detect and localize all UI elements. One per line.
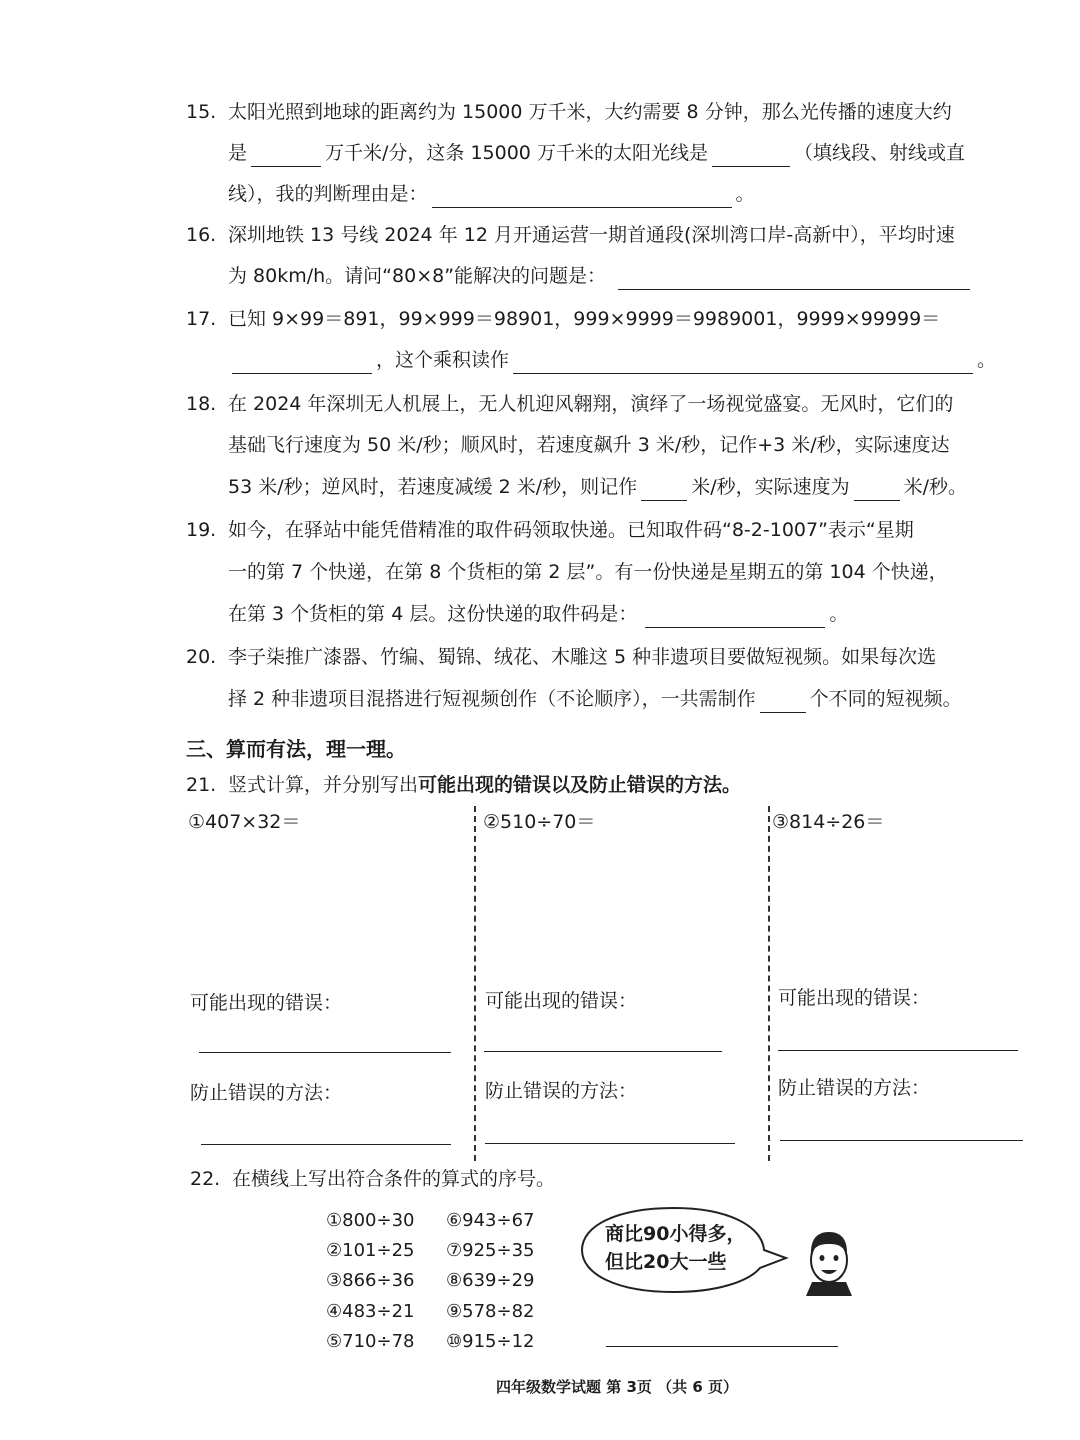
- q22-expr-10: ⑩915÷12: [446, 1331, 535, 1352]
- q21-err-label-2: 可能出现的错误：: [485, 990, 638, 1012]
- q15-text-2a: 是: [228, 142, 248, 164]
- q18-blank-actual-speed[interactable]: [854, 478, 900, 501]
- q15-text-1: 太阳光照到地球的距离约为 15000 万千米，大约需要 8 分钟，那么光传播的速度大约: [228, 101, 952, 123]
- q17-blank-reading[interactable]: [513, 351, 973, 374]
- q16-line1: [186, 221, 955, 249]
- q19-text-2: 一的第 7 个快递，在第 8 个货柜的第 2 层”。有一份快递是星期五的第 104 个快递，: [228, 561, 948, 583]
- q16-blank-answer[interactable]: [618, 267, 970, 290]
- q16-line2: [228, 262, 974, 290]
- q16-text-1: 深圳地铁 13 号线 2024 年 12 月开通运营一期首通段(深圳湾口岸-高新中），平均时速: [228, 224, 955, 246]
- q21-text-a: 竖式计算，并分别写出: [228, 774, 419, 796]
- q22-expr-9: ⑨578÷82: [446, 1301, 535, 1322]
- q19-text-3a: 在第 3 个货柜的第 4 层。这份快递的取件码是：: [228, 603, 638, 625]
- q19-text-1: 如今，在驿站中能凭借精准的取件码领取快递。已知取件码“8-2-1007”表示“星期: [228, 519, 914, 541]
- q19-blank-code[interactable]: [645, 605, 825, 628]
- q22-expr-7: ⑦925÷35: [446, 1240, 535, 1261]
- q17-blank-product[interactable]: [232, 351, 372, 374]
- q21-expr-2: ②510÷70＝: [483, 811, 596, 833]
- q22-text: 在横线上写出符合条件的算式的序号。: [232, 1168, 556, 1190]
- q18-text-3a: 53 米/秒；逆风时，若速度减缓 2 米/秒，则记作: [228, 476, 638, 498]
- q21-err-answer-line-3[interactable]: [778, 1050, 1018, 1051]
- q22-line: [190, 1165, 555, 1193]
- q21-fix-label-3: 防止错误的方法：: [778, 1077, 931, 1099]
- q22-number: 22.: [190, 1168, 221, 1190]
- q19-text-3b: 。: [829, 603, 849, 625]
- q18-blank-record[interactable]: [641, 478, 687, 501]
- q21-err-answer-line-2[interactable]: [484, 1051, 722, 1052]
- q18-text-3c: 米/秒。: [903, 476, 968, 498]
- q15-text-2c: （填线段、射线或直: [793, 142, 965, 164]
- q17-text-1: 已知 9×99＝891，99×999＝98901，999×9999＝9989001，9999×99999＝: [228, 308, 941, 330]
- q22-expr-3: ③866÷36: [326, 1270, 415, 1291]
- speech-bubble-text: [605, 1220, 745, 1276]
- q20-line2: [228, 685, 962, 713]
- q22-expr-2: ②101÷25: [326, 1240, 415, 1261]
- bubble-line-1: 商比90小得多，: [605, 1223, 746, 1245]
- q17-line2: [232, 346, 996, 374]
- q21-fix-answer-line-3[interactable]: [780, 1140, 1023, 1141]
- q20-blank-count[interactable]: [760, 690, 806, 713]
- q15-line2: [228, 139, 965, 167]
- q21-err-label-3: 可能出现的错误：: [778, 987, 931, 1009]
- q22-answer-line[interactable]: [606, 1346, 838, 1347]
- q19-line1: [186, 516, 914, 544]
- q15-text-3b: 。: [735, 183, 755, 205]
- q20-line1: [186, 643, 936, 671]
- column-divider-1: [474, 806, 476, 1161]
- q17-text-2a: ，这个乘积读作: [376, 349, 510, 371]
- q21-fix-answer-line-2[interactable]: [485, 1143, 735, 1144]
- q21-text-b: 可能出现的错误以及防止错误的方法。: [418, 774, 742, 796]
- q16-number: 16.: [186, 224, 217, 246]
- q19-number: 19.: [186, 519, 217, 541]
- bubble-line-2: 但比20大一些: [605, 1251, 727, 1273]
- q15-text-3a: 线），我的判断理由是：: [228, 183, 428, 205]
- q20-text-2b: 个不同的短视频。: [809, 688, 962, 710]
- q18-text-2: 基础飞行速度为 50 米/秒；顺风时，若速度飙升 3 米/秒，记作+3 米/秒，实际速度达: [228, 434, 950, 456]
- q19-line2: [228, 558, 948, 586]
- q18-line2: [228, 431, 950, 459]
- q17-line1: [186, 305, 940, 333]
- q15-blank-speed[interactable]: [251, 144, 321, 167]
- column-divider-2: [768, 806, 770, 1161]
- section3-title: 三、算而有法，理一理。: [186, 737, 406, 761]
- q21-fix-label-1: 防止错误的方法：: [190, 1082, 343, 1104]
- q22-expr-5: ⑤710÷78: [326, 1331, 415, 1352]
- q15-line3: [228, 180, 755, 208]
- q21-fix-answer-line-1[interactable]: [201, 1144, 451, 1145]
- q15-line1: [186, 98, 952, 126]
- q15-blank-line-type[interactable]: [712, 144, 790, 167]
- q16-text-2: 为 80km/h。请问“80×8”能解决的问题是：: [228, 265, 607, 287]
- q20-text-1: 李子柒推广漆器、竹编、蜀锦、绒花、木雕这 5 种非遗项目要做短视频。如果每次选: [228, 646, 937, 668]
- page-footer: 四年级数学试题 第 3页 （共 6 页）: [496, 1378, 738, 1396]
- q15-text-2b: 万千米/分，这条 15000 万千米的太阳光线是: [325, 142, 708, 164]
- q21-err-label-1: 可能出现的错误：: [190, 992, 343, 1014]
- q21-fix-label-2: 防止错误的方法：: [485, 1080, 638, 1102]
- q15-blank-reason[interactable]: [432, 185, 732, 208]
- q15-number: 15.: [186, 101, 217, 123]
- q18-line3: [228, 473, 967, 501]
- q21-expr-3: ③814÷26＝: [772, 811, 885, 833]
- q17-number: 17.: [186, 308, 217, 330]
- q21-expr-1: ①407×32＝: [188, 811, 301, 833]
- q18-number: 18.: [186, 393, 217, 415]
- q20-text-2a: 择 2 种非遗项目混搭进行短视频创作（不论顺序），一共需制作: [228, 688, 756, 710]
- q22-expr-6: ⑥943÷67: [446, 1210, 535, 1231]
- q17-text-2b: 。: [977, 349, 997, 371]
- q18-text-3b: 米/秒，实际速度为: [691, 476, 850, 498]
- q20-number: 20.: [186, 646, 217, 668]
- q22-expr-8: ⑧639÷29: [446, 1270, 535, 1291]
- q21-err-answer-line-1[interactable]: [199, 1052, 451, 1053]
- q18-line1: [186, 390, 953, 418]
- q19-line3: [228, 600, 848, 628]
- q21-number: 21.: [186, 774, 217, 796]
- cartoon-boy-icon: [800, 1226, 858, 1296]
- q21-line: [186, 771, 741, 799]
- q22-expr-1: ①800÷30: [326, 1210, 415, 1231]
- q18-text-1: 在 2024 年深圳无人机展上，无人机迎风翱翔，演绎了一场视觉盛宴。无风时，它们的: [228, 393, 954, 415]
- q22-expr-4: ④483÷21: [326, 1301, 415, 1322]
